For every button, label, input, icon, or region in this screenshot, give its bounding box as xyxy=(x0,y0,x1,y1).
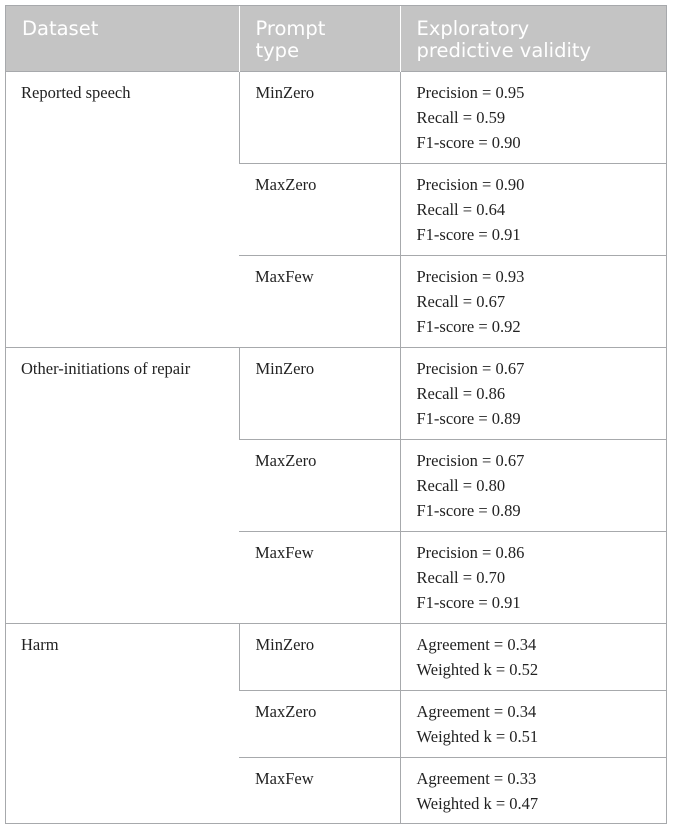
metric-line: Agreement = 0.34 xyxy=(416,701,537,721)
table-row xyxy=(6,71,666,163)
results-table xyxy=(6,6,666,824)
metric-line: Precision = 0.67 xyxy=(416,450,525,470)
validity-cell xyxy=(400,623,666,690)
prompt-type-cell: MaxFew xyxy=(239,255,400,347)
metric-line: Weighted k = 0.47 xyxy=(416,793,539,813)
header-prompt-type-line-1: Prompt xyxy=(255,17,326,40)
prompt-type-cell: MaxZero xyxy=(239,690,400,757)
prompt-type-cell: MaxZero xyxy=(239,163,400,255)
table-row xyxy=(6,347,666,439)
metric-line: Agreement = 0.34 xyxy=(416,634,537,654)
metric-line: Precision = 0.90 xyxy=(416,174,525,194)
metric-line: Weighted k = 0.52 xyxy=(416,659,539,679)
prompt-type-cell: MaxFew xyxy=(239,531,400,623)
validity-cell xyxy=(400,757,666,824)
metric-line: Precision = 0.67 xyxy=(416,358,525,378)
dataset-cell: Harm xyxy=(6,623,239,824)
prompt-type-cell: MinZero xyxy=(239,347,400,439)
metric-line: F1-score = 0.91 xyxy=(416,224,521,244)
metric-line: Recall = 0.86 xyxy=(416,383,506,403)
header-validity-line-2: predictive validity xyxy=(416,39,592,62)
header-prompt-type xyxy=(239,6,400,71)
metric-line: Recall = 0.80 xyxy=(416,475,506,495)
metric-line: Precision = 0.95 xyxy=(416,82,525,102)
metric-line: F1-score = 0.91 xyxy=(416,592,521,612)
table-body xyxy=(6,71,666,824)
validity-cell xyxy=(400,439,666,531)
metric-line: Weighted k = 0.51 xyxy=(416,726,539,746)
header-dataset-label: Dataset xyxy=(22,17,99,40)
prompt-type-cell: MaxFew xyxy=(239,757,400,824)
metric-line: Recall = 0.59 xyxy=(416,107,506,127)
metric-line: F1-score = 0.89 xyxy=(416,500,521,520)
metric-line: F1-score = 0.89 xyxy=(416,408,521,428)
dataset-cell: Reported speech xyxy=(6,71,239,347)
metric-line: Precision = 0.86 xyxy=(416,542,525,562)
prompt-type-cell: MinZero xyxy=(239,71,400,163)
header-dataset xyxy=(6,6,239,71)
dataset-cell: Other-initiations of repair xyxy=(6,347,239,623)
validity-cell xyxy=(400,255,666,347)
table-header-row xyxy=(6,6,666,71)
metric-line: F1-score = 0.90 xyxy=(416,132,521,152)
header-validity-line-1: Exploratory xyxy=(416,17,530,40)
table-row xyxy=(6,623,666,690)
metric-line: Precision = 0.93 xyxy=(416,266,525,286)
validity-cell xyxy=(400,531,666,623)
metric-line: F1-score = 0.92 xyxy=(416,316,521,336)
validity-cell xyxy=(400,347,666,439)
header-exploratory-predictive-validity xyxy=(400,6,666,71)
header-prompt-type-line-2: type xyxy=(255,39,300,62)
prompt-type-cell: MaxZero xyxy=(239,439,400,531)
prompt-type-cell: MinZero xyxy=(239,623,400,690)
metric-line: Recall = 0.67 xyxy=(416,291,506,311)
validity-cell xyxy=(400,71,666,163)
metric-line: Agreement = 0.33 xyxy=(416,768,537,788)
metric-line: Recall = 0.70 xyxy=(416,567,506,587)
metric-line: Recall = 0.64 xyxy=(416,199,506,219)
results-table-container xyxy=(5,5,667,824)
validity-cell xyxy=(400,163,666,255)
validity-cell xyxy=(400,690,666,757)
